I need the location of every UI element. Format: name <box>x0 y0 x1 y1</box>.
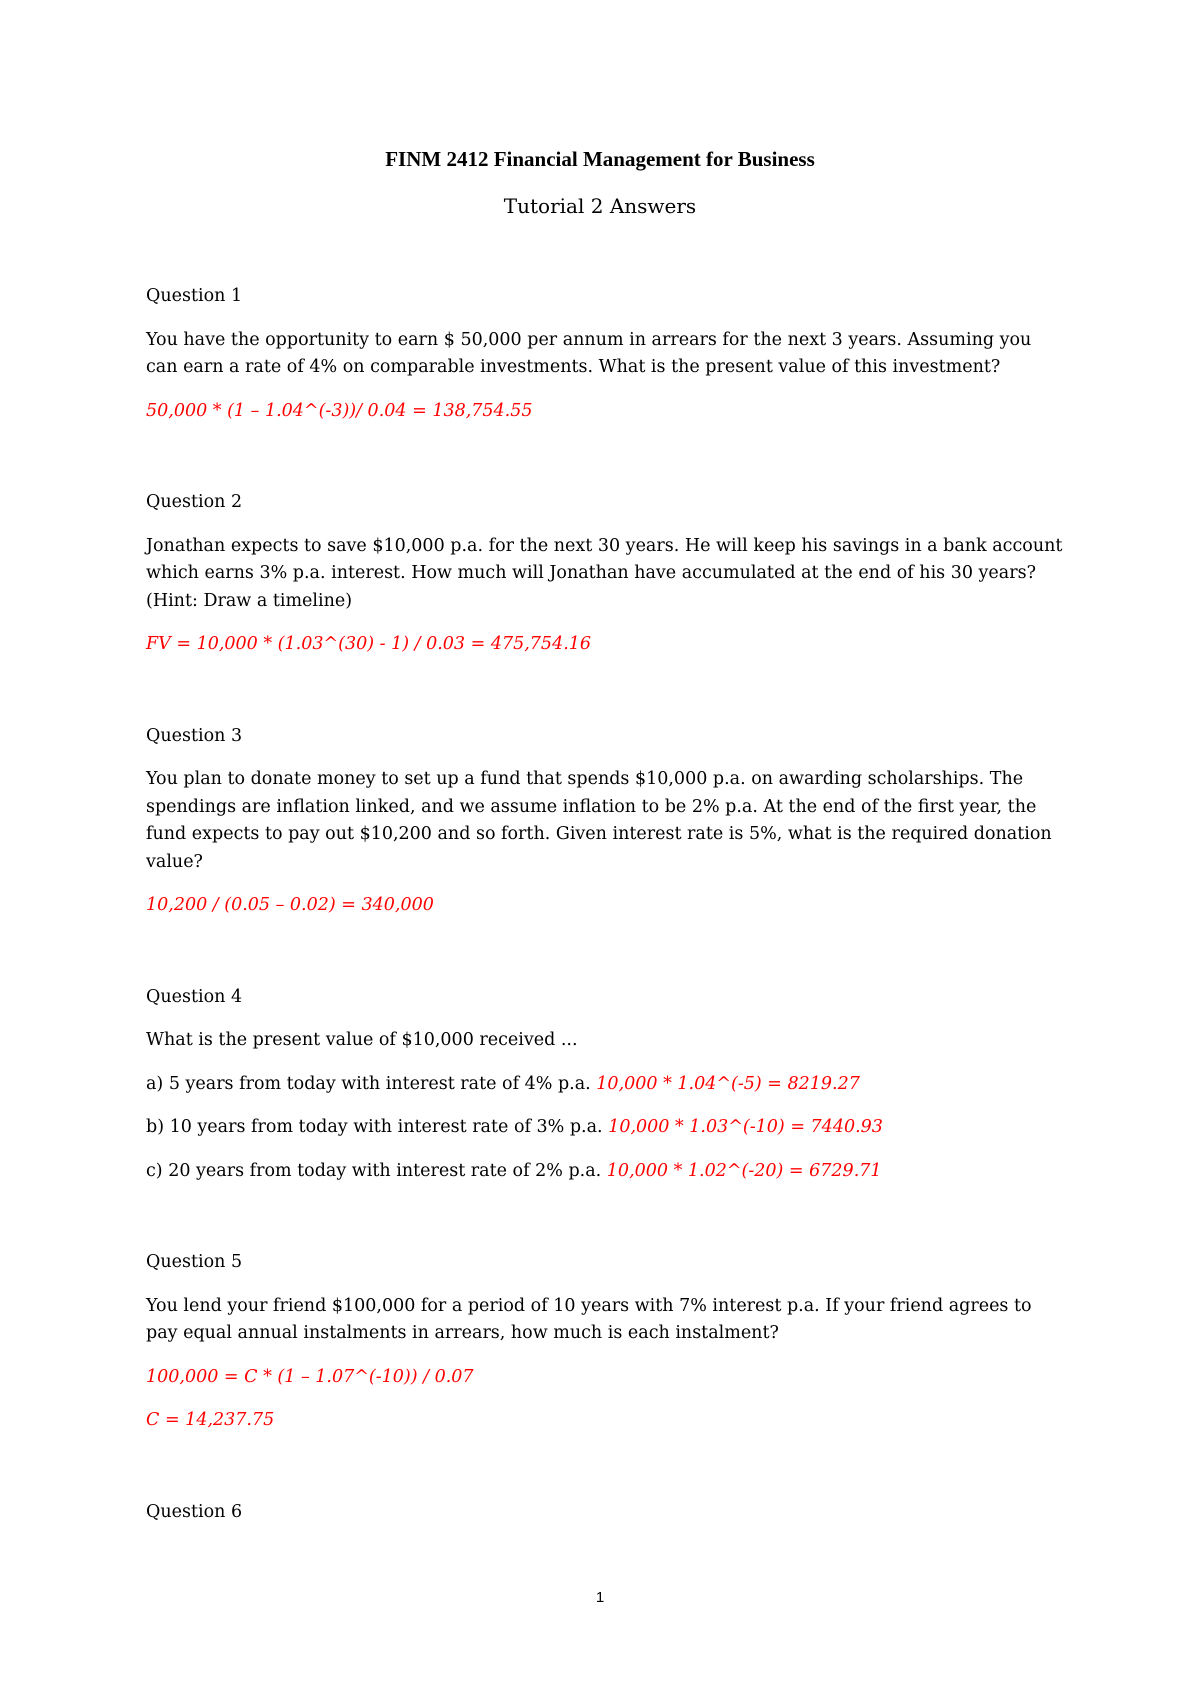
question-2 <box>146 489 1066 659</box>
question-3 <box>146 723 1066 920</box>
page-number: 1 <box>595 1589 605 1606</box>
question-heading: Question 3 <box>146 725 243 746</box>
document-title: FINM 2412 Financial Management for Business <box>385 147 815 171</box>
part-label: b) 10 years from today with interest rate of 3% p.a. <box>146 1117 603 1137</box>
question-text: What is the present value of $10,000 received ... <box>146 1030 578 1050</box>
question-heading: Question 2 <box>146 492 243 512</box>
part-answer: 10,000 * 1.02^(-20) = 6729.71 <box>606 1160 882 1181</box>
question-part-a <box>146 1071 1066 1099</box>
question-text: You lend your friend $100,000 for a period of 10 years with 7% interest p.a. If your friend agrees to pay equal annual instalments in arrears, how much is each instalment? <box>146 1295 1032 1343</box>
question-answer: 50,000 * (1 – 1.04^(-3))/ 0.04 = 138,754.55 <box>146 400 533 421</box>
part-label: a) 5 years from today with interest rate of 4% p.a. <box>146 1073 591 1094</box>
question-answer-line: C = 14,237.75 <box>146 1410 275 1430</box>
question-answer: FV = 10,000 * (1.03^(30) - 1) / 0.03 = 475,754.16 <box>146 634 592 654</box>
question-answer: 10,200 / (0.05 – 0.02) = 340,000 <box>146 895 434 915</box>
question-text: Jonathan expects to save $10,000 p.a. for the next 30 years. He will keep his savings in a bank account which earns 3% p.a. interest. How much will Jonathan have accumulated at the end of his 30 years? (Hint: Draw a timeline) <box>146 535 1063 611</box>
question-heading: Question 5 <box>146 1252 243 1272</box>
question-5 <box>146 1249 1066 1435</box>
question-6 <box>146 1499 1066 1527</box>
question-answer-line: 100,000 = C * (1 – 1.07^(-10)) / 0.07 <box>146 1366 474 1387</box>
question-heading: Question 1 <box>146 286 243 306</box>
questions-body <box>146 283 1066 1542</box>
part-answer: 10,000 * 1.04^(-5) = 8219.27 <box>596 1073 860 1094</box>
question-text: You have the opportunity to earn $ 50,000 per annum in arrears for the next 3 years. Assuming you can earn a rate of 4% on comparable investments. What is the present value of this investment? <box>146 329 1032 377</box>
question-1 <box>146 283 1066 425</box>
part-label: c) 20 years from today with interest rate of 2% p.a. <box>146 1160 602 1181</box>
question-part-c <box>146 1158 1066 1186</box>
question-part-b <box>146 1114 1066 1142</box>
question-text: You plan to donate money to set up a fund that spends $10,000 p.a. on awarding scholarships. The spendings are inflation linked, and we assume inflation to be 2% p.a. At the end of the first year, the fund expects to pay out $10,200 and so forth. Given interest rate is 5%, what is the required donation value? <box>146 769 1052 872</box>
part-answer: 10,000 * 1.03^(-10) = 7440.93 <box>608 1117 883 1137</box>
question-heading: Question 4 <box>146 986 243 1007</box>
document-subtitle: Tutorial 2 Answers <box>503 194 697 218</box>
question-heading: Question 6 <box>146 1501 243 1522</box>
question-4 <box>146 984 1066 1186</box>
